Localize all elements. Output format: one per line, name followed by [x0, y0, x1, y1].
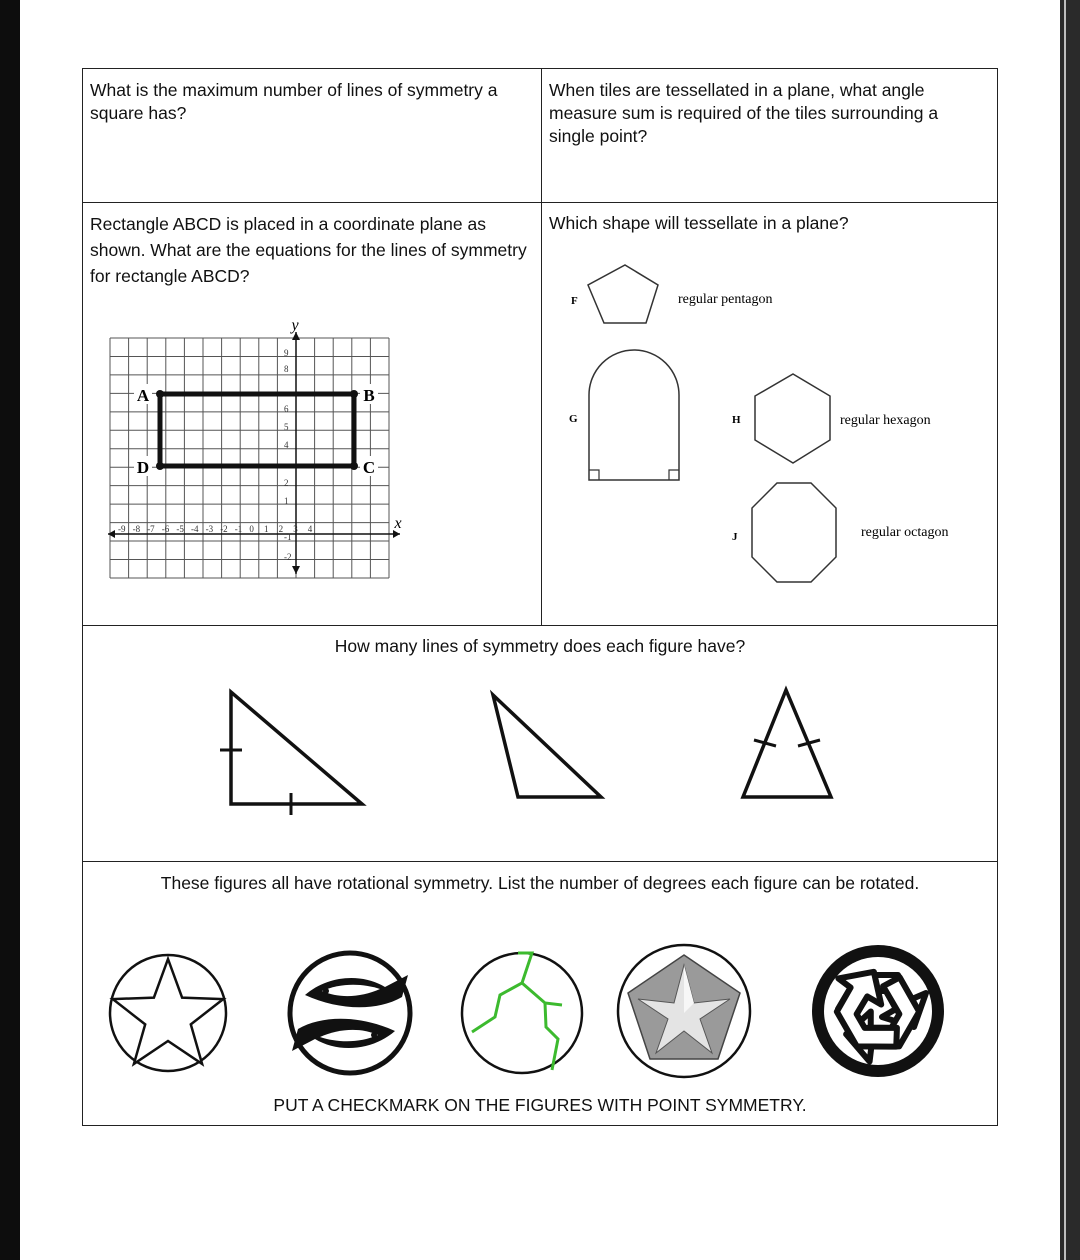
regular-hexagon-shape — [755, 374, 830, 463]
x-tick-label: -3 — [205, 524, 214, 534]
y-tick-label: -1 — [284, 532, 292, 542]
x-tick-label: -7 — [147, 524, 155, 534]
vertex-c-dot — [350, 462, 358, 470]
vertex-a-dot — [156, 390, 164, 398]
right-triangle-figure — [231, 692, 362, 804]
y-axis-arrow-down — [292, 566, 300, 574]
row-divider-2 — [83, 625, 997, 626]
x-axis-label: x — [394, 515, 402, 532]
right-scrollbar[interactable] — [1060, 0, 1080, 1260]
fish-figure — [290, 953, 410, 1073]
hexagon-label: regular hexagon — [840, 413, 931, 428]
green-figure-circle — [462, 953, 582, 1073]
fish-bottom-eye — [371, 1032, 377, 1038]
isosceles-triangle-figure — [743, 690, 831, 797]
x-tick-label: -2 — [220, 524, 228, 534]
x-tick-label: 3 — [293, 524, 298, 534]
x-tick-label: -6 — [161, 524, 170, 534]
scrollbar-track — [1064, 0, 1066, 1260]
question-rotational-symmetry: These figures all have rotational symmetry. List the number of degrees each figure can be rotated. — [160, 873, 920, 893]
tessellation-shapes — [545, 255, 985, 595]
point-b-label: B — [363, 386, 375, 405]
shape-j-letter: J — [732, 531, 738, 543]
triangles-row — [200, 680, 860, 815]
x-tick-label: 2 — [278, 524, 284, 534]
row-divider-1 — [83, 202, 997, 203]
question-tessellation-angle: When tiles are tessellated in a plane, what angle measure sum is required of the tiles surrounding a single point? — [549, 80, 939, 146]
x-tick-label: 0 — [249, 524, 254, 534]
point-d-label: D — [136, 458, 150, 477]
x-tick-label: -4 — [191, 524, 199, 534]
y-tick-label: 8 — [284, 364, 289, 374]
x-tick-label: -9 — [118, 524, 126, 534]
regular-octagon-shape — [752, 483, 836, 582]
octagon-label: regular octagon — [861, 525, 949, 540]
row-divider-3 — [83, 861, 997, 862]
column-divider — [541, 69, 542, 626]
y-tick-label: 1 — [284, 496, 289, 506]
fish-circle — [290, 953, 410, 1073]
x-tick-label: -8 — [132, 524, 141, 534]
question-square-symmetry: What is the maximum number of lines of symmetry a square has? — [90, 80, 498, 123]
x-tick-label: -1 — [234, 524, 243, 534]
question-rectangle-symmetry: Rectangle ABCD is placed in a coordinate plane as shown. What are the equations for the lines of symmetry for rectangle ABCD? — [90, 214, 527, 286]
vertex-b-dot — [350, 390, 358, 398]
point-c-label: C — [362, 458, 376, 477]
question-which-tessellates: Which shape will tessellate in a plane? — [549, 213, 849, 233]
rotational-figures-row — [100, 935, 960, 1095]
y-tick-label: -2 — [284, 552, 292, 562]
x-axis-arrow-left — [108, 530, 115, 538]
left-page-edge — [0, 0, 20, 1260]
y-tick-label: 6 — [284, 404, 289, 414]
y-tick-label: 4 — [284, 440, 289, 450]
coordinate-grid — [100, 310, 430, 590]
pentagon-label: regular pentagon — [678, 292, 773, 307]
shape-h-letter: H — [732, 414, 741, 426]
scalene-triangle-figure — [493, 695, 601, 797]
question-point-symmetry: PUT A CHECKMARK ON THE FIGURES WITH POINT SYMMETRY. — [273, 1095, 807, 1115]
x-tick-label: -5 — [176, 524, 184, 534]
shape-f-letter: F — [571, 295, 578, 307]
fish-top-eye — [323, 988, 329, 994]
arch-shape — [589, 350, 679, 480]
y-tick-label: 9 — [284, 348, 289, 358]
y-tick-label: 5 — [284, 422, 289, 432]
y-axis-label: y — [291, 317, 299, 334]
point-a-label: A — [136, 386, 150, 405]
shape-g-letter: G — [569, 413, 578, 425]
regular-pentagon-shape — [588, 265, 658, 323]
y-tick-label: 2 — [284, 478, 289, 488]
vertex-d-dot — [156, 462, 164, 470]
question-lines-of-symmetry: How many lines of symmetry does each figure have? — [334, 636, 746, 656]
x-tick-label: 4 — [307, 524, 313, 534]
x-tick-label: 1 — [264, 524, 269, 534]
